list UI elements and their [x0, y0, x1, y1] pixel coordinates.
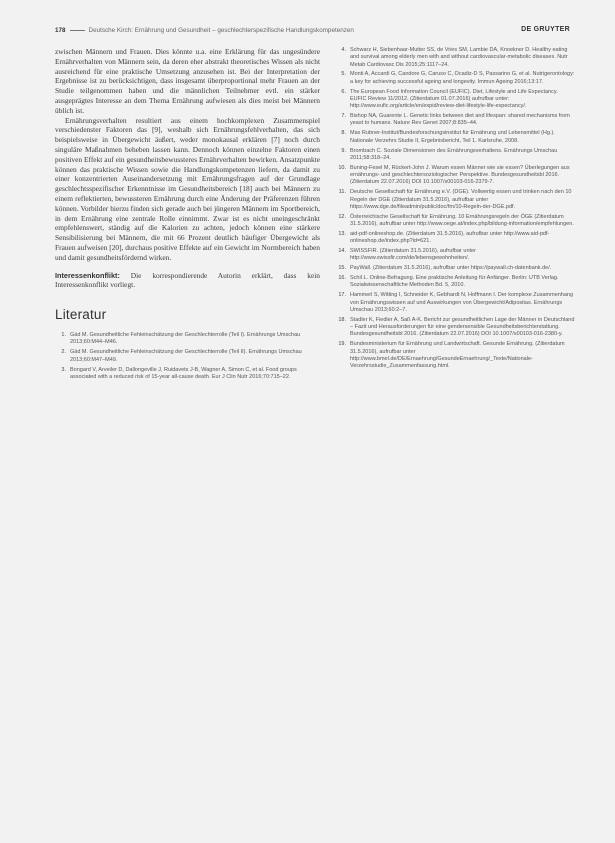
- page-number: 178: [55, 27, 66, 34]
- header-dash: [70, 30, 85, 31]
- reference-item: 7. Bishop NA, Guarente L. Genetic links between diet and lifespan: shared mechanisms from yeast to humans. Nature Rev Genet 2007;8:835–44.: [341, 113, 570, 127]
- left-column: [55, 47, 320, 384]
- conflict-label: Interessenkonflikt:: [55, 270, 120, 280]
- literature-heading: Literatur: [55, 307, 107, 323]
- reference-item: 11. Deutsche Gesellschaft für Ernährung e.V. (DGE). Vollwertig essen und trinken nach den 10 Regeln der DGE (Zitierdatum 31.5.2016), aufrufbar unter https://www.dge.de/fileadmin/public/doc/fm/10-Regeln-der-DGE.pdf.: [338, 189, 572, 210]
- reference-item: 15. PayWall. (Zitierdatum 31.5.2016), aufrufbar unter https://paywall.ch-datenbank.de/.: [338, 265, 552, 272]
- reference-item: 19. Bundesministerium für Ernährung und Landwirtschaft. Gesunde Ernährung. (Zitierdatum 31.5.2016), aufrufbar unter http://www.bmel.de/DE/Ernaehrung/GesundeErnaehrung/_Texte/Nationale-Verzehrsstudie_Zusammenfassung.html.: [338, 341, 565, 370]
- reference-item: 16. Schil L. Online-Befragung. Eine praktische Anleitung für Anfänger. Berlin: UTB Verlag. Sozialwissenschaftliche Methoden Bd. 5, 2010.: [338, 275, 559, 289]
- reference-item: 18. Stadler K, Fiedler A, Saß A-K. Bericht zur gesundheitlichen Lage der Männer in Deutschland – Fazit und Herausforderungen für eine gendersensible Gesundheitsberichterstattung. Bundesgesundheitsbl 2016. (Zitierdatum 22.07.2016) DOI 10.1007/s00103-016-2380-y.: [338, 316, 575, 338]
- reference-item: 5. Monti A, Accardi G, Candore G, Caruso C, Ocadiz-D S, Passarino G, et al. Nutrigerontology: a key for achieving successful ageing and longevity. Immun Ageing 2016;13:17.: [341, 71, 575, 85]
- conflict-text: Die korrespondierende Autorin erklärt, dass kein Interessenkonflikt vorliegt.: [55, 270, 320, 290]
- reference-item: 4. Schwarz H, Siebenhaar-Mutter SS, de Vries SM, Lambie DA, Knoekner D. Healthy eating and survival among elderly men with and without cardiovascular-metabolic diseases. Nutr Metab Cardiovasc Dis 2015;25:1117–24.: [341, 47, 568, 68]
- reference-list-right: [335, 47, 575, 370]
- reference-item: 14. SWISSFIR. (Zitierdatum 31.5.2016), aufrufbar unter http://www.swissfir.com/de/lebensgewohnheiten/.: [338, 248, 476, 262]
- running-title: Deutsche Kirch: Ernährung und Gesundheit – geschlechterspezifische Handlungskompetenzen: [88, 27, 354, 34]
- reference-item: 10. Buning-Fesel M, Rückert-John J. Warum essen Männer wie sie essen? Überlegungen aus ernährungs- und geschlechtersoziologischer Perspektive. Bundesgesundheitsbl 2016. (Zitierdatum 22.07.2016) DOI 10.1007/s00103-016-2379-7.: [338, 164, 570, 186]
- running-header: [55, 27, 570, 39]
- reference-list-left: [55, 332, 320, 381]
- reference-item: 17. Hammerl S, Witting I, Schneider K, Gebhardt N, Hoffmann I. Der komplexe Zusammenhang von Ernährungswissen auf und Auswirkungen von Übergewicht/Adipositas. Ernährungs Umschau 2013;60:2–7.: [338, 292, 574, 313]
- body-paragraph-2: Ernährungsverhalten resultiert aus einem hochkomplexen Zusammenspiel verschiedenster Faktoren das [9], weshalb sich Ernährungsfehlverhalten, das sich beispielsweise in Übergewicht äußert, weder monokausal erklären [7] noch durch singuläre Maßnahmen beheben lassen kann. Dennoch können einzelne Faktoren einen positiven Effekt auf ein gesundheitsbewussteres Ernährverhalten bewirken. Ansatzpunkte können das praktische Wissen sowie die Handlungskompetenzen liefern, da damit zu einer konzentrierten Auseinandersetzung mit Ernährungsfragen auf der Grundlage geschlechtsspezifischer Erkenntnisse im Gesundheitsbereich [18] auch bei Männern zu einem reflektierten, bewussteren Ernährung durch eine Änderung der Präferenzen führen können. Vorbilder hierzu finden sich gerade auch bei jüngeren Männern im Sportbereich, in dem Ernährung eine zentrale Rolle einnimmt. Zwar ist es nicht uneingeschränkt empfehlenswert, ständig auf die Kalorien zu achten, jedoch können eine stärkere Sensibilisierung bei Männern, die mit 66 Prozent deutlich häufiger Übergewicht als Frauen aufweisen [20], durchaus positive Effekte auf ein Gewicht im Normbereich haben und damit gesundheitsfördernd wirken.: [55, 115, 320, 262]
- right-column: [335, 47, 575, 373]
- reference-item: 12. Österreichische Gesellschaft für Ernährung. 10 Ernährungsregeln der ÖGE (Zitierdatum 31.5.2016), aufrufbar unter http://www.oege.at/index.php/bildung-information/empfehlungen.: [338, 213, 574, 227]
- reference-item: 13. aid-pdf-onlineshop.de. (Zitierdatum 31.5.2016), aufrufbar unter http://www.aid-pdf-onlineshop.de/index.php?id=621.: [338, 230, 550, 245]
- reference-item: 8. Max Rubner-Institut/Bundesforschungsinstitut für Ernährung und Lebensmittel (Hg.). Nationale Verzehrs Studie II, Ergebnisbericht, Teil 1. Karlsruhe, 2008.: [341, 130, 555, 144]
- reference-item: 9. Brombach C. Soziale Dimensionen des Ernährungsverhaltens. Ernährungs Umschau 2011;58:318–24.: [341, 147, 558, 161]
- reference-item: 6. The European Food Information Council (EUFIC). Diet, Lifestyle and Life Expectancy. EUFIC Review 11/2012. (Zitierdatum 01.07.2016) aufrufbar unter: http://www.eufic.org/article/en/expid/review-diet-lifestyle-life-expectancy/.: [341, 88, 558, 110]
- reference-item: 1. Gäd M. Gesundheitliche Fehleinschätzung der Geschlechterrolle (Teil I). Ernährungs Umschau 2013;60:M44–M46.: [61, 332, 301, 346]
- publisher-logo: DE GRUYTER: [521, 26, 570, 33]
- conflict-of-interest: [55, 271, 320, 291]
- body-paragraph-1: zwischen Männern und Frauen. Dies könnte u.a. eine Erklärung für das ungesündere Ernährverhalten von Männern sein, da deren eher abstrakt theoretisches Wissen als nicht ausreichend für eine praktische Umsetzung anzusehen ist. Bei der Interpretation der Ergebnisse ist zu berücksichtigen, dass insgesamt überproportional mehr Frauen an der Studie teilgenommen haben und die männlichen Teilnehmer evtl. ein stärker ausgeprägtes Interesse an dem Thema Ernährung aufwiesen als dies meist bei Männern üblich ist.: [55, 47, 320, 115]
- reference-item: 2. Gäd M. Gesundheitliche Fehleinschätzung der Geschlechterrolle (Teil II). Ernährungs Umschau 2013;60:M47–M49.: [61, 349, 302, 363]
- reference-item: 3. Bongard V, Arveiler D, Dallongeville J, Ruidavets J-B, Wagner A, Simon C, et al. Food groups associated with a reduced risk of 15-year all-cause death. Eur J Clin Nutr 2016;70:715–22.: [61, 366, 297, 380]
